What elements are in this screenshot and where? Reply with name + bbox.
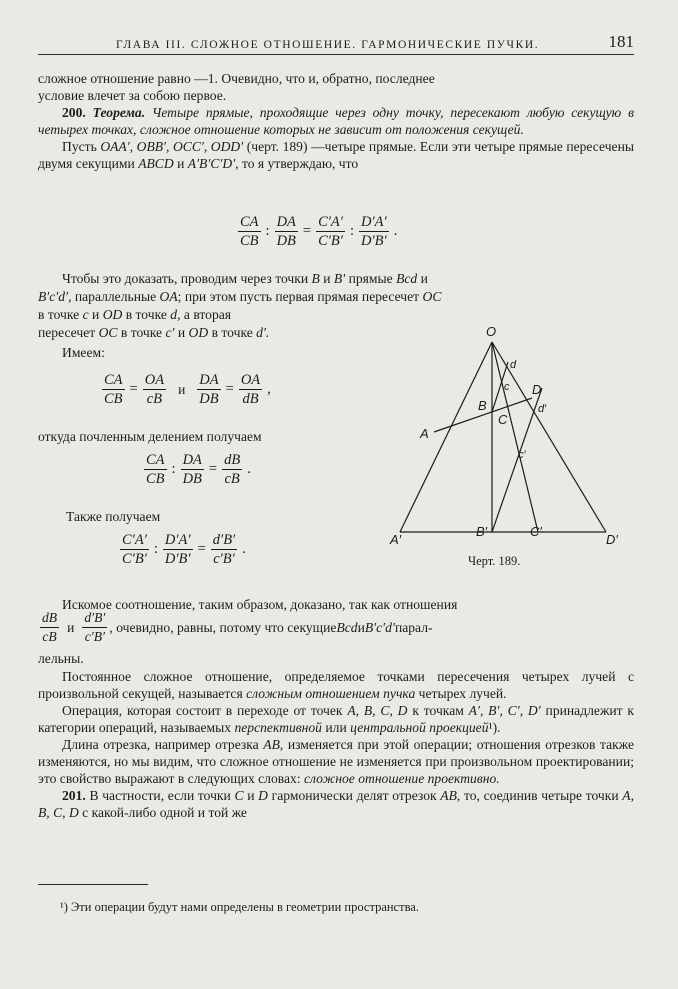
- theorem-label: Теорема.: [92, 105, 146, 120]
- figure-caption: Черт. 189.: [468, 554, 521, 568]
- section-number: 200.: [62, 105, 86, 120]
- have-label: Имеем:: [62, 345, 105, 360]
- fraction: $\frac{DA}{DB}$: [182, 452, 202, 487]
- fraction: $\frac{C'A'}{C'B'}$: [318, 214, 343, 249]
- fraction: $\frac{OA}{dB}$: [240, 372, 261, 407]
- label-c: C: [498, 412, 508, 427]
- label-a-prime: A′: [390, 532, 402, 547]
- proof-line-4: пересечет OC в точке c′ и OD в точке d′.: [38, 325, 270, 340]
- chapter-title: ГЛАВА III. СЛОЖНОЕ ОТНОШЕНИЕ. ГАРМОНИЧЕСКИЕ ПУЧКИ.: [116, 39, 540, 51]
- fraction: $\frac{DA}{DB}$: [276, 214, 296, 249]
- fraction: $\frac{d'B'}{c'B'}$: [84, 610, 106, 644]
- paragraph-operation: Операция, которая состоит в переходе от точек A, B, C, D к точкам A′, B′, C′, D′ принадлежит к категории операций, называемых перспективной или центральной проекцией¹).: [38, 703, 634, 735]
- figure-189: [384, 322, 634, 572]
- formula-second-secant: $\frac{C'A'}{C'B'}$ : $\frac{D'A'}{D'B'}$ = $\frac{d'B'}{c'B'}$ .: [122, 532, 246, 567]
- continuation-line-1: сложное отношение равно —1. Очевидно, что и, обратно, последнее: [38, 71, 435, 86]
- ray-oa: [400, 342, 492, 532]
- label-d-prime: D′: [606, 532, 618, 547]
- label-d: D: [532, 382, 542, 397]
- also-line: Также получаем: [66, 509, 161, 524]
- fraction: $\frac{OA}{cB}$: [144, 372, 165, 407]
- secant-2: A′B′C′D′: [187, 156, 236, 171]
- theorem-statement: Четыре прямые, проходящие через одну точку, пересекают любую секущую в четырех точках, сложное отношение которых не зависит от положения секущей.: [38, 105, 634, 137]
- fraction: $\frac{dB}{cB}$: [224, 452, 241, 487]
- formula-similar-triangles: $\frac{CA}{CB}$ = $\frac{OA}{cB}$ и $\frac{DA}{DB}$ = $\frac{OA}{dB}$ ,: [104, 372, 271, 407]
- term-pencil-ratio: сложным отношением пучка: [246, 686, 416, 701]
- label-a: A: [420, 426, 429, 441]
- paragraph-constant: Постоянное сложное отношение, определяемое точками пересечения четырех лучей с произвольной секущей, называется сложным отношением пучка четырех лучей.: [38, 669, 634, 701]
- continuation-line-2: условие влечет за собою первое.: [38, 88, 227, 103]
- fraction: $\frac{D'A'}{D'B'}$: [361, 214, 387, 249]
- fraction: $\frac{CA}{CB}$: [104, 372, 123, 407]
- label-c-small: c: [504, 381, 510, 393]
- four-lines: OAA′, OBB′, OCC′, ODD′: [100, 139, 244, 154]
- term-projective: сложное отношение проективно.: [304, 771, 500, 786]
- text-bottom: [38, 668, 634, 821]
- fraction: $\frac{D'A'}{D'B'}$: [164, 532, 191, 567]
- section-201: 201. В частности, если точки C и D гармонически делят отрезок AB, то, соединив четыре точки A, B, C, D с какой-либо одной и той же: [38, 788, 634, 820]
- fraction: $\frac{C'A'}{C'B'}$: [122, 532, 147, 567]
- page-number: 181: [608, 32, 634, 51]
- fraction: $\frac{DA}{DB}$: [199, 372, 219, 407]
- whence-line: откуда почленным делением получаем: [38, 429, 262, 444]
- paragraph-length: Длина отрезка, например отрезка AB, изменяется при этой операции; отношения отрезков также изменяются, но мы видим, что сложное отношение не изменяется при произвольном проектировании; это свойство выражают в следующих словах: сложное отношение проективно.: [38, 737, 634, 786]
- proof-line-2: B′c′d′, параллельные OA; при этом пусть первая прямая пересечет OC: [38, 289, 442, 304]
- section-number: 201.: [62, 788, 86, 803]
- label-b: B: [478, 398, 487, 413]
- conclusion-ratios: $\frac{dB}{cB}$ и $\frac{d'B'}{c'B'}$ , очевидно, равны, потому что секущие Bcd и B′c′d′ парал-: [42, 610, 433, 644]
- fraction: $\frac{CA}{CB}$: [146, 452, 165, 487]
- label-d-small-prime: d′: [538, 403, 547, 415]
- proof-line-1: Чтобы это доказать, проводим через точки B и B′ прямые Bcd и: [62, 271, 428, 286]
- term-perspective: перспективной: [234, 720, 322, 735]
- text-top: [38, 70, 634, 172]
- formula-cross-ratio: $\frac{CA}{CB}$ : $\frac{DA}{DB}$ = $\frac{C'A'}{C'B'}$ : $\frac{D'A'}{D'B'}$ .: [240, 214, 398, 249]
- label-c-small-prime: c′: [518, 449, 526, 461]
- label-b-prime: B′: [476, 524, 488, 539]
- fraction: $\frac{d'B'}{c'B'}$: [212, 532, 236, 567]
- footnote-divider: [38, 884, 148, 885]
- formula-quotient: $\frac{CA}{CB}$ : $\frac{DA}{DB}$ = $\frac{dB}{cB}$ .: [146, 452, 251, 487]
- running-header: [38, 30, 634, 55]
- secant-1: ABCD: [138, 156, 174, 171]
- footnote: ¹) Эти операции будут нами определены в геометрии пространства.: [60, 900, 419, 914]
- label-o: O: [486, 324, 497, 339]
- conclusion-line-3: лельны.: [38, 651, 84, 666]
- proof-line-3: в точке c и OD в точке d, а вторая: [38, 307, 232, 322]
- paragraph-setup: Пусть OAA′, OBB′, OCC′, ODD′ (черт. 189) —четыре прямые. Если эти четыре прямые пересечены двумя секущими ABCD и A′B′C′D′, то я утверждаю, что: [38, 139, 634, 171]
- term-central-projection: центральной проекцией: [350, 720, 489, 735]
- theorem-200: [38, 104, 634, 138]
- fraction: $\frac{CA}{CB}$: [240, 214, 259, 249]
- fraction: $\frac{dB}{cB}$: [42, 610, 58, 644]
- label-d-small: d: [510, 359, 517, 371]
- label-c-prime: C′: [530, 524, 542, 539]
- conclusion-line-1: Искомое соотношение, таким образом, доказано, так как отношения: [62, 597, 458, 612]
